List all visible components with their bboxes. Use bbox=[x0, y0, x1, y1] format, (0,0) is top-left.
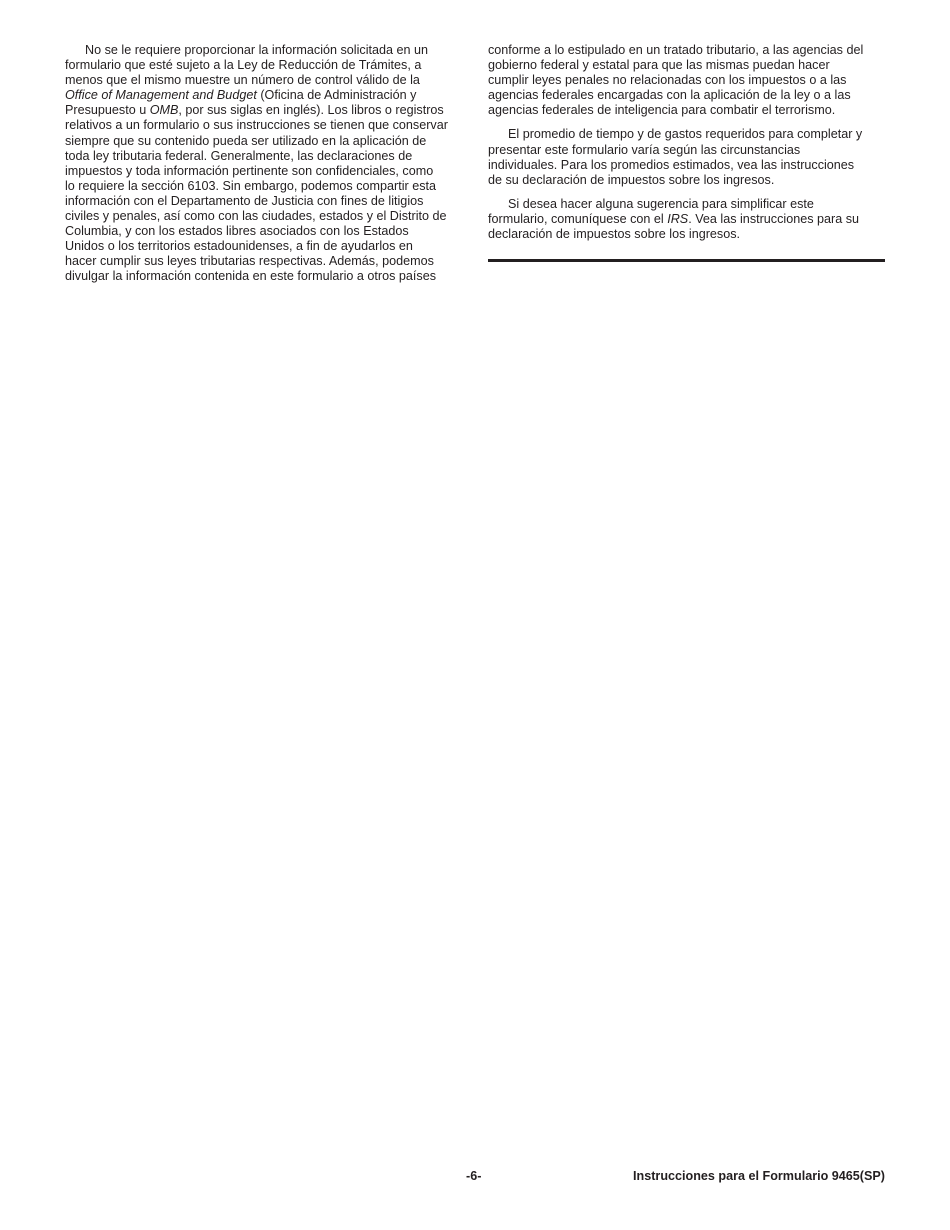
text-segment: (Oficina de Administración y bbox=[256, 88, 417, 103]
page-number: -6- bbox=[466, 1169, 482, 1183]
text-segment: divulgar la información contenida en este formulario a otros países bbox=[65, 269, 437, 284]
paragraph bbox=[488, 43, 888, 118]
text-segment: toda ley tributaria federal. Generalmente, las declaraciones de bbox=[65, 148, 413, 163]
text-line bbox=[488, 88, 888, 103]
text-segment: menos que el mismo muestre un número de control válido de la bbox=[65, 73, 420, 88]
text-segment: lo requiere la sección 6103. Sin embargo, podemos compartir esta bbox=[65, 178, 437, 193]
text-line bbox=[488, 103, 888, 118]
text-line bbox=[65, 179, 465, 194]
text-line bbox=[488, 43, 888, 58]
text-segment: información con el Departamento de Justicia con fines de litigios bbox=[65, 193, 424, 208]
text-line bbox=[65, 88, 465, 103]
text-segment: gobierno federal y estatal para que las mismas puedan hacer bbox=[488, 58, 830, 73]
text-line bbox=[65, 58, 465, 73]
text-line bbox=[488, 143, 888, 158]
text-segment: Unidos o los territorios estadounidenses, a fin de ayudarlos en bbox=[65, 239, 413, 254]
text-segment: cumplir leyes penales no relacionadas con los impuestos o a las bbox=[488, 73, 847, 88]
text-segment: de su declaración de impuestos sobre los ingresos. bbox=[488, 172, 775, 187]
text-segment: siempre que su contenido pueda ser utilizado en la aplicación de bbox=[65, 133, 427, 148]
text-line bbox=[488, 227, 888, 242]
text-line bbox=[65, 164, 465, 179]
text-line bbox=[488, 73, 888, 88]
text-segment: Presupuesto u bbox=[65, 103, 150, 118]
text-line bbox=[65, 254, 465, 269]
italic-text: IRS bbox=[667, 211, 689, 226]
text-line bbox=[488, 127, 888, 142]
section-divider-rule bbox=[488, 259, 885, 262]
text-line bbox=[488, 158, 888, 173]
paragraph bbox=[488, 127, 888, 187]
text-line bbox=[488, 197, 888, 212]
text-line bbox=[65, 43, 465, 58]
text-line bbox=[65, 269, 465, 284]
text-line bbox=[488, 173, 888, 188]
text-line bbox=[65, 118, 465, 133]
text-segment: Columbia, y con los estados libres asociados con los Estados bbox=[65, 224, 409, 239]
text-line bbox=[488, 212, 888, 227]
text-segment: agencias federales de inteligencia para combatir el terrorismo. bbox=[488, 103, 836, 118]
text-line bbox=[65, 134, 465, 149]
text-segment: . Vea las instrucciones para su bbox=[688, 211, 860, 226]
footer-form-title: Instrucciones para el Formulario 9465(SP) bbox=[633, 1169, 885, 1183]
italic-text: OMB bbox=[149, 103, 179, 118]
paragraph bbox=[65, 43, 465, 285]
text-segment: formulario, comuníquese con el bbox=[488, 211, 668, 226]
text-segment: hacer cumplir sus leyes tributarias respectivas. Además, podemos bbox=[65, 254, 434, 269]
text-line bbox=[65, 103, 465, 118]
paragraph bbox=[488, 197, 888, 242]
left-column bbox=[65, 43, 465, 294]
right-column bbox=[488, 43, 888, 251]
text-segment: declaración de impuestos sobre los ingresos. bbox=[488, 227, 741, 242]
text-line bbox=[65, 239, 465, 254]
text-line bbox=[65, 149, 465, 164]
text-segment: conforme a lo estipulado en un tratado tributario, a las agencias del bbox=[488, 43, 864, 57]
text-segment: agencias federales encargadas con la aplicación de la ley o a las bbox=[488, 88, 851, 103]
text-line bbox=[65, 209, 465, 224]
text-line bbox=[65, 224, 465, 239]
text-segment: civiles y penales, así como con las ciudades, estados y el Distrito de bbox=[65, 209, 447, 224]
text-segment: impuestos y toda información pertinente son confidenciales, como bbox=[65, 163, 434, 178]
text-line bbox=[65, 194, 465, 209]
text-line bbox=[65, 73, 465, 88]
text-segment: individuales. Para los promedios estimados, vea las instrucciones bbox=[488, 157, 855, 172]
text-segment: presentar este formulario varía según las circunstancias bbox=[488, 142, 801, 157]
text-segment: , por sus siglas en inglés). Los libros o registros bbox=[178, 103, 444, 118]
text-segment: El promedio de tiempo y de gastos requeridos para completar y bbox=[508, 127, 863, 142]
text-segment: No se le requiere proporcionar la información solicitada en un bbox=[85, 43, 429, 57]
text-segment: Si desea hacer alguna sugerencia para simplificar este bbox=[508, 196, 814, 211]
italic-text: Office of Management and Budget bbox=[65, 88, 257, 103]
text-line bbox=[488, 58, 888, 73]
text-segment: formulario que esté sujeto a la Ley de Reducción de Trámites, a bbox=[65, 58, 422, 73]
text-segment: relativos a un formulario o sus instrucciones se tienen que conservar bbox=[65, 118, 448, 133]
